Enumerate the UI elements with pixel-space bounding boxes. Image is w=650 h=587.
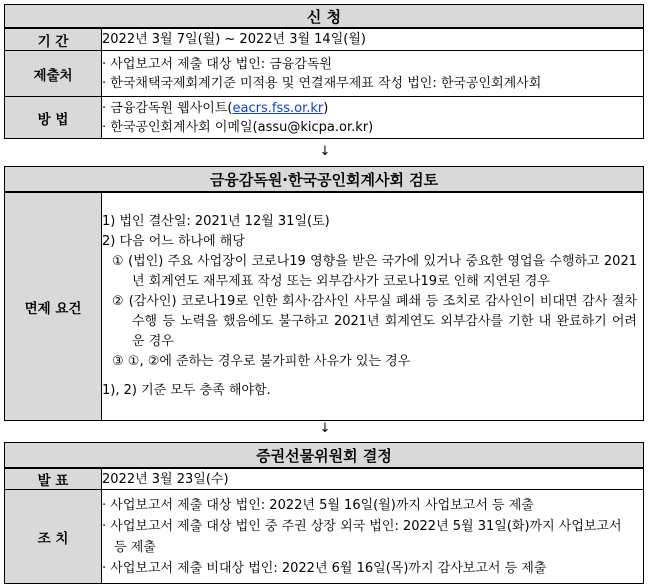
period-value: 2022년 3월 7일(월) ~ 2022년 3월 14일(월) <box>102 29 644 51</box>
submit-to-label: 제출처 <box>5 51 102 97</box>
review-table <box>4 192 644 421</box>
announce-value: 2022년 3월 23일(수) <box>102 469 644 490</box>
down-arrow-icon: ↓ <box>319 421 331 436</box>
announce-row <box>5 469 644 490</box>
submit-to-item: · 사업보고서 제출 대상 법인: 금융감독원 <box>102 56 333 72</box>
method-website-item <box>102 99 643 118</box>
section-application-header <box>4 4 644 28</box>
exemption-line-1: 1) 법인 결산일: 2021년 12월 31일(토) <box>102 214 330 229</box>
action-label: 조 치 <box>5 490 102 584</box>
action-item: · 사업보고서 제출 대상 법인 중 주권 상장 외국 법인: 2022년 5월 31일(화)까지 사업보고서 등 제출 <box>102 518 622 555</box>
exemption-sub-1: ① (법인) 주요 사업장이 코로나19 영향을 받은 국가에 있거나 중요한 영업을 수행하고 2021년 회계연도 재무제표 작성 또는 외부감사가 코로나19로 인해 지연된 경우 <box>112 254 637 289</box>
down-arrow-icon: ↓ <box>319 144 331 159</box>
action-item: · 사업보고서 제출 대상 법인: 2022년 5월 16일(월)까지 사업보고서 등 제출 <box>102 497 534 513</box>
method-value <box>102 97 644 139</box>
action-value <box>102 490 644 584</box>
method-row <box>5 97 644 139</box>
exemption-sub-3: ③ ①, ②에 준하는 경우로 불가피한 사유가 있는 경우 <box>112 354 411 369</box>
section-decision-header <box>4 442 644 468</box>
method-website-suffix: ) <box>323 100 329 116</box>
fss-website-link[interactable]: eacrs.fss.or.kr <box>232 100 324 116</box>
exemption-note: 1), 2) 기준 모두 충족 해야함. <box>102 383 271 398</box>
exemption-sub-2: ② (감사인) 코로나19로 인한 회사·감사인 사무실 폐쇄 등 조치로 감사인이 비대면 감사 절차 수행 등 노력을 했음에도 불구하고 2021년 회계연도 외부감사를 기한 내 완료하기 어려운 경우 <box>112 294 637 349</box>
exemption-line-2: 2) 다음 어느 하나에 해당 <box>102 234 245 249</box>
method-email-item: · 한국공인회계사회 이메일(assu@kicpa.or.kr) <box>102 119 374 135</box>
submit-to-row <box>5 51 644 97</box>
period-label: 기 간 <box>5 29 102 51</box>
submit-to-value <box>102 51 644 97</box>
decision-table <box>4 468 644 584</box>
section-review-title: 금융감독원·한국공인회계사회 검토 <box>209 170 439 189</box>
action-row <box>5 490 644 584</box>
section-review-header <box>4 166 644 192</box>
method-label: 방 법 <box>5 97 102 139</box>
method-website-prefix: · 금융감독원 웹사이트( <box>102 100 233 116</box>
period-row <box>5 29 644 51</box>
submit-to-item: · 한국채택국제회계기준 미적용 및 연결재무제표 작성 법인: 한국공인회계사회 <box>102 75 542 91</box>
announce-label: 발 표 <box>5 469 102 490</box>
exemption-label: 면제 요건 <box>5 193 102 421</box>
exemption-value <box>102 193 644 421</box>
application-table <box>4 28 644 139</box>
section-application-title: 신 청 <box>306 7 342 26</box>
section-decision-title: 증권선물위원회 결정 <box>256 446 392 465</box>
action-item: · 사업보고서 제출 비대상 법인: 2022년 6월 16일(목)까지 감사보고서 등 제출 <box>102 560 547 576</box>
exemption-row <box>5 193 644 421</box>
